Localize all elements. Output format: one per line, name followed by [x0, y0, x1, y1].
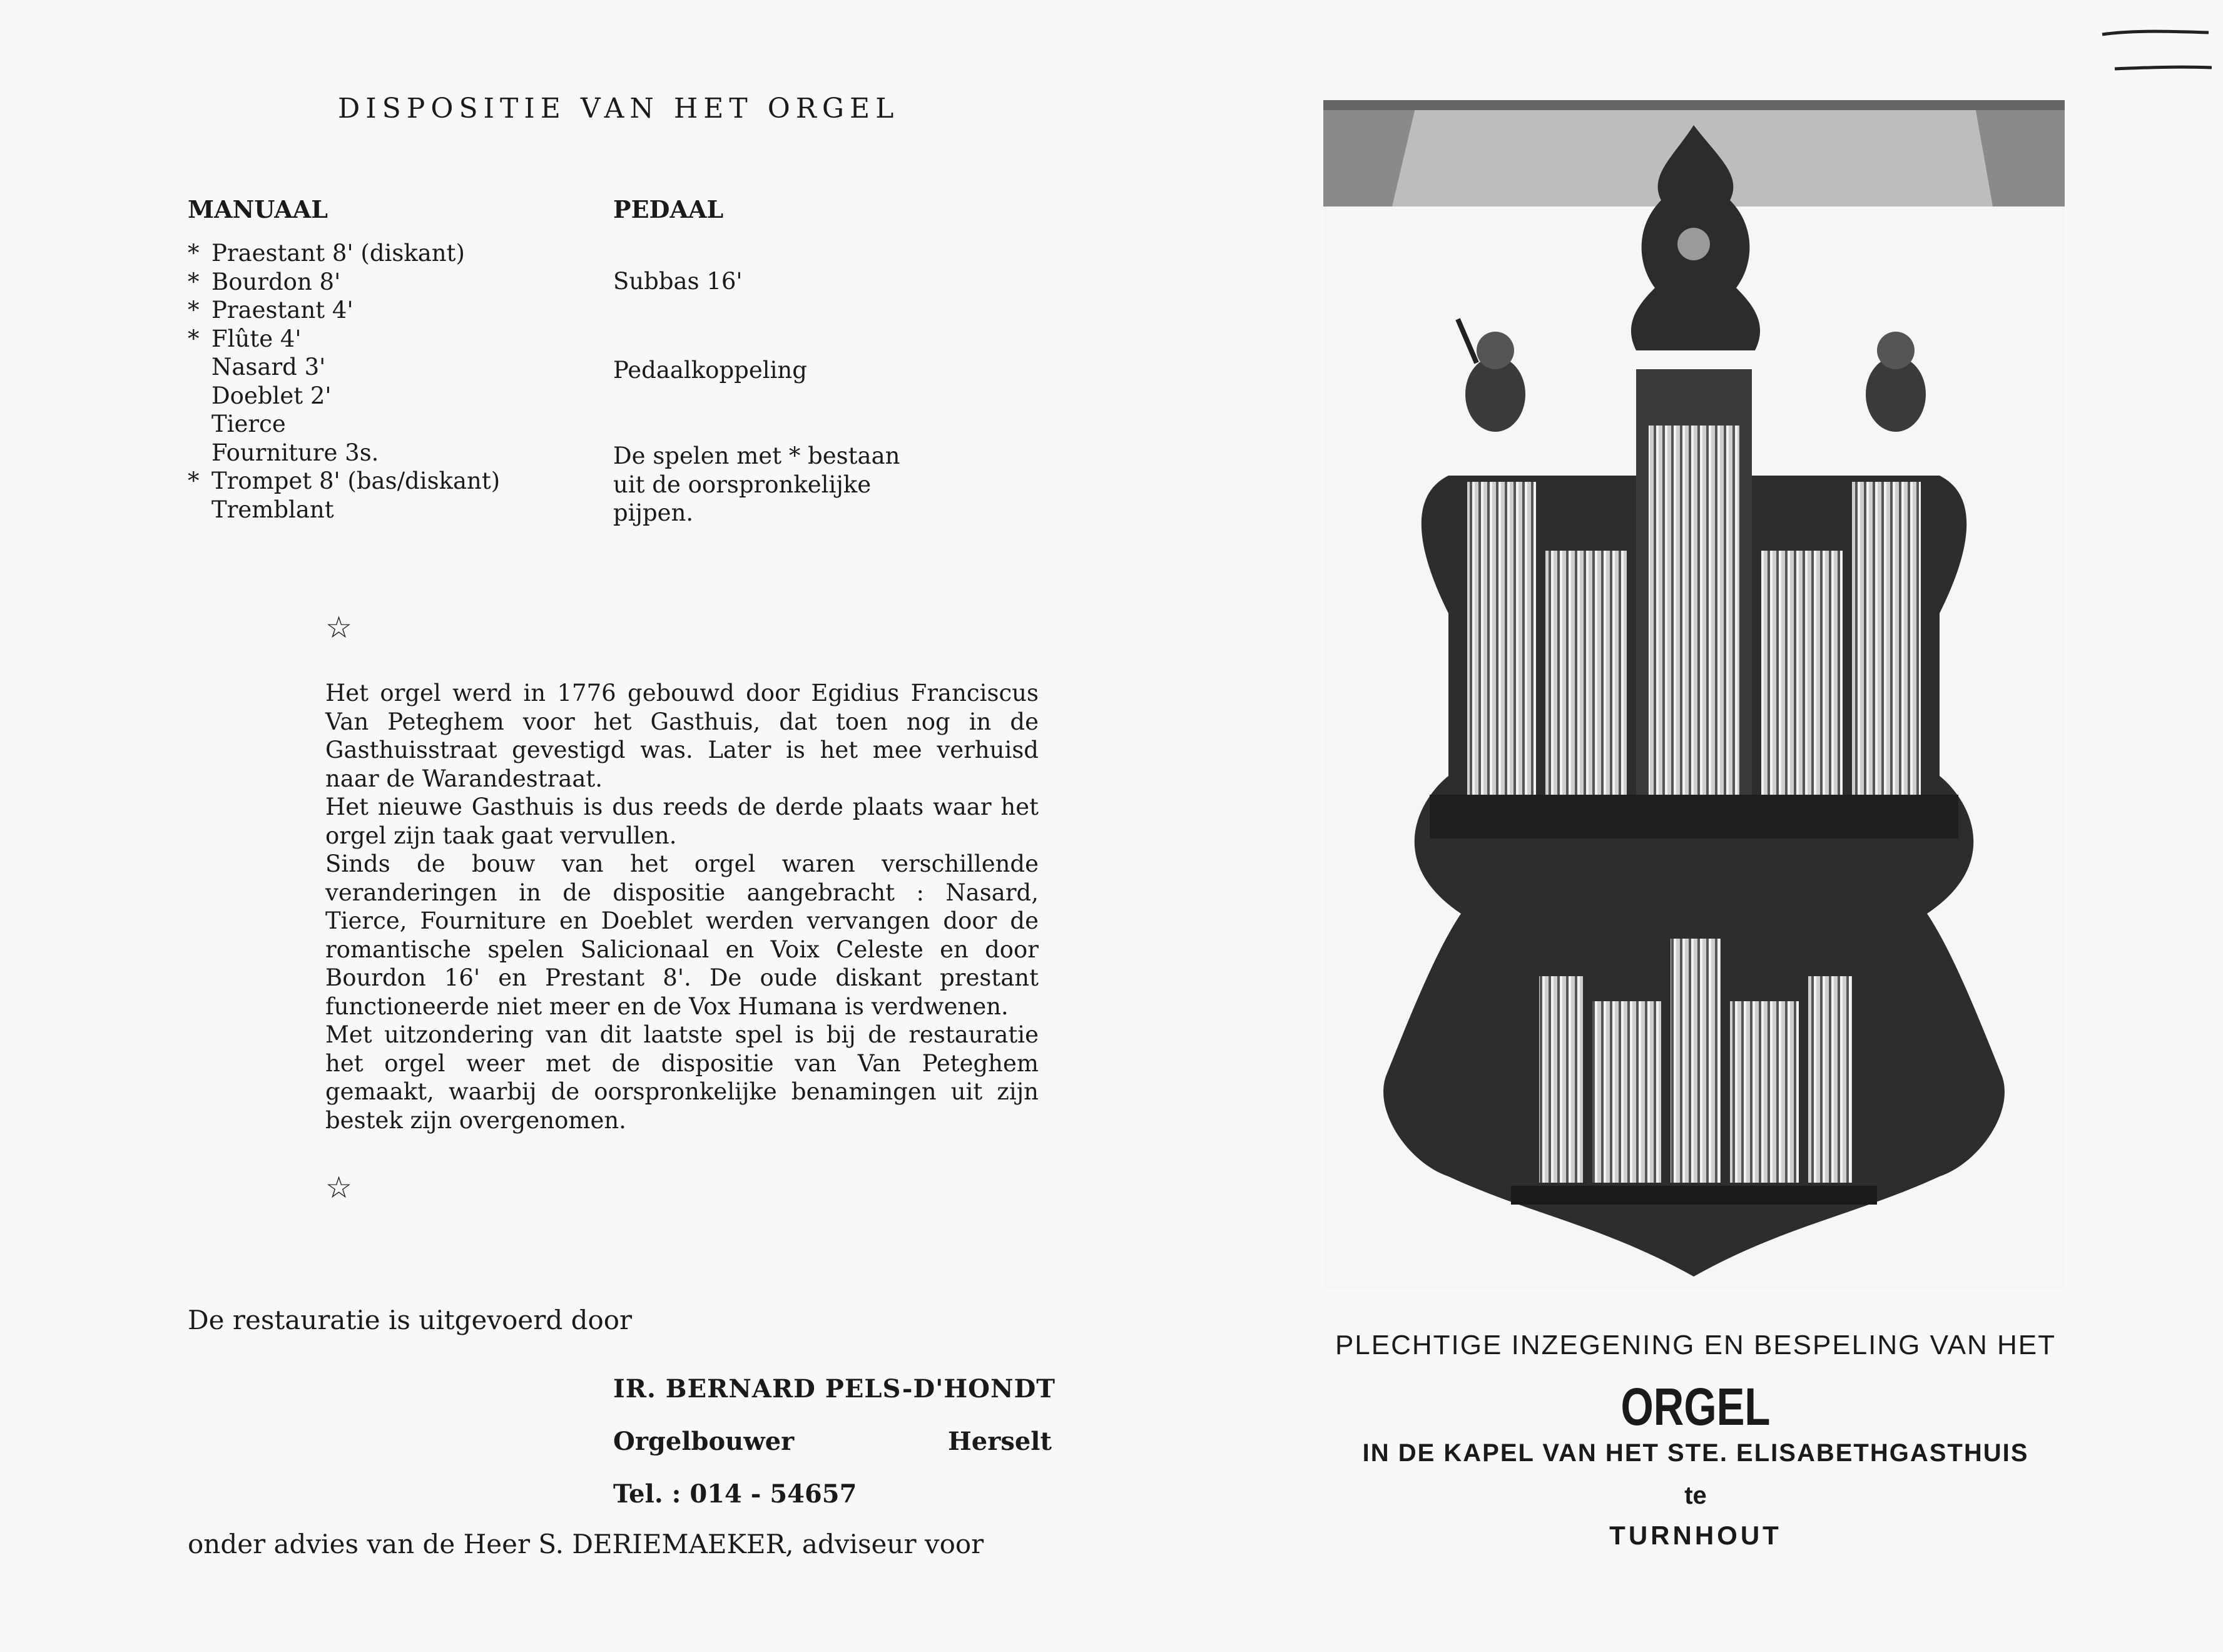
- cover-line-4: te: [1684, 1482, 1707, 1509]
- original-pipes-mark: *: [188, 240, 200, 267]
- organ-builder-role: Orgelbouwer: [613, 1427, 795, 1456]
- stop-name: Bourdon 8': [211, 268, 341, 295]
- page-title: DISPOSITIE VAN HET ORGEL: [338, 93, 900, 125]
- manuaal-heading: MANUAAL: [188, 195, 328, 223]
- stop-row: [188, 268, 500, 297]
- stop-row: [188, 410, 500, 439]
- stop-name: Trompet 8' (bas/diskant): [211, 467, 501, 494]
- original-pipes-mark: *: [188, 325, 200, 352]
- history-paragraph: Het orgel werd in 1776 gebouwd door Egidius Franciscus Van Peteghem voor het Gasthuis, dat toen nog in de Gasthuisstraat gevestigd was. Later is het mee verhuisd naar de Warandestraat.: [325, 680, 1039, 792]
- star-separator-icon: ☆: [325, 610, 353, 645]
- history-text: [325, 679, 1039, 1134]
- stop-row: [188, 296, 500, 325]
- original-pipes-mark: *: [188, 467, 200, 494]
- history-paragraph: Sinds de bouw van het orgel waren verschillende veranderingen in de dispositie aangebracht : Nasard, Tierce, Fourniture en Doeblet werden vervangen door de romantische spelen Salicionaal en Voix Celeste en door Bourdon 16' en Prestant 8'. De oude diskant prestant functioneerde niet meer en de Vox Humana is verdwenen.: [325, 850, 1039, 1020]
- cover-line-1: PLECHTIGE INZEGENING EN BESPELING VAN HET: [1335, 1330, 2057, 1360]
- stop-row: [188, 496, 500, 524]
- organ-builder-city: Herselt: [948, 1427, 1052, 1456]
- stop-row: [188, 325, 500, 354]
- history-paragraph: Met uitzondering van dit laatste spel is bij de restauratie het orgel weer met de dispositie van Van Peteghem gemaakt, waarbij de oorspronkelijke benamingen uit zijn bestek zijn overgenomen.: [325, 1021, 1039, 1134]
- cover-title: ORGEL: [1620, 1377, 1771, 1436]
- stop-name: Tremblant: [211, 496, 334, 523]
- pedaal-heading: PEDAAL: [613, 195, 724, 223]
- stop-row: [188, 439, 500, 467]
- pedaal-koppeling: Pedaalkoppeling: [613, 357, 807, 384]
- organ-builder-phone: Tel. : 014 - 54657: [613, 1479, 857, 1509]
- star-separator-icon: ☆: [325, 1170, 353, 1205]
- original-pipes-note: De spelen met * bestaan uit de oorspronkelijke pijpen.: [613, 442, 900, 526]
- stop-name: Nasard 3': [211, 354, 326, 380]
- restauratie-intro: De restauratie is uitgevoerd door: [188, 1305, 633, 1335]
- original-pipes-mark: *: [188, 268, 200, 295]
- stop-name: Tierce: [211, 410, 286, 437]
- history-paragraph: Het nieuwe Gasthuis is dus reeds de derde plaats waar het orgel zijn taak gaat vervullen.: [325, 793, 1039, 849]
- original-pipes-mark: *: [188, 297, 200, 324]
- stop-row: [188, 353, 500, 382]
- stop-row: [188, 467, 500, 496]
- stop-row: [188, 239, 500, 268]
- organ-builder-name: IR. BERNARD PELS-D'HONDT: [613, 1374, 1056, 1404]
- corner-pen-mark-icon: [2096, 19, 2215, 81]
- stop-name: Flûte 4': [211, 325, 302, 352]
- stop-name: Fourniture 3s.: [211, 439, 379, 466]
- cover-line-3: IN DE KAPEL VAN HET STE. ELISABETHGASTHUIS: [1362, 1439, 2029, 1467]
- pedaal-stop: Subbas 16': [613, 268, 743, 295]
- stop-name: Praestant 8' (diskant): [211, 240, 465, 267]
- advies-line: onder advies van de Heer S. DERIEMAEKER, adviseur voor: [188, 1529, 984, 1559]
- stop-name: Doeblet 2': [211, 382, 332, 409]
- stop-name: Praestant 4': [211, 297, 354, 324]
- organ-photo: [1323, 100, 2065, 1289]
- manuaal-stop-list: [188, 239, 500, 524]
- stop-row: [188, 382, 500, 410]
- cover-line-5: TURNHOUT: [1609, 1521, 1782, 1550]
